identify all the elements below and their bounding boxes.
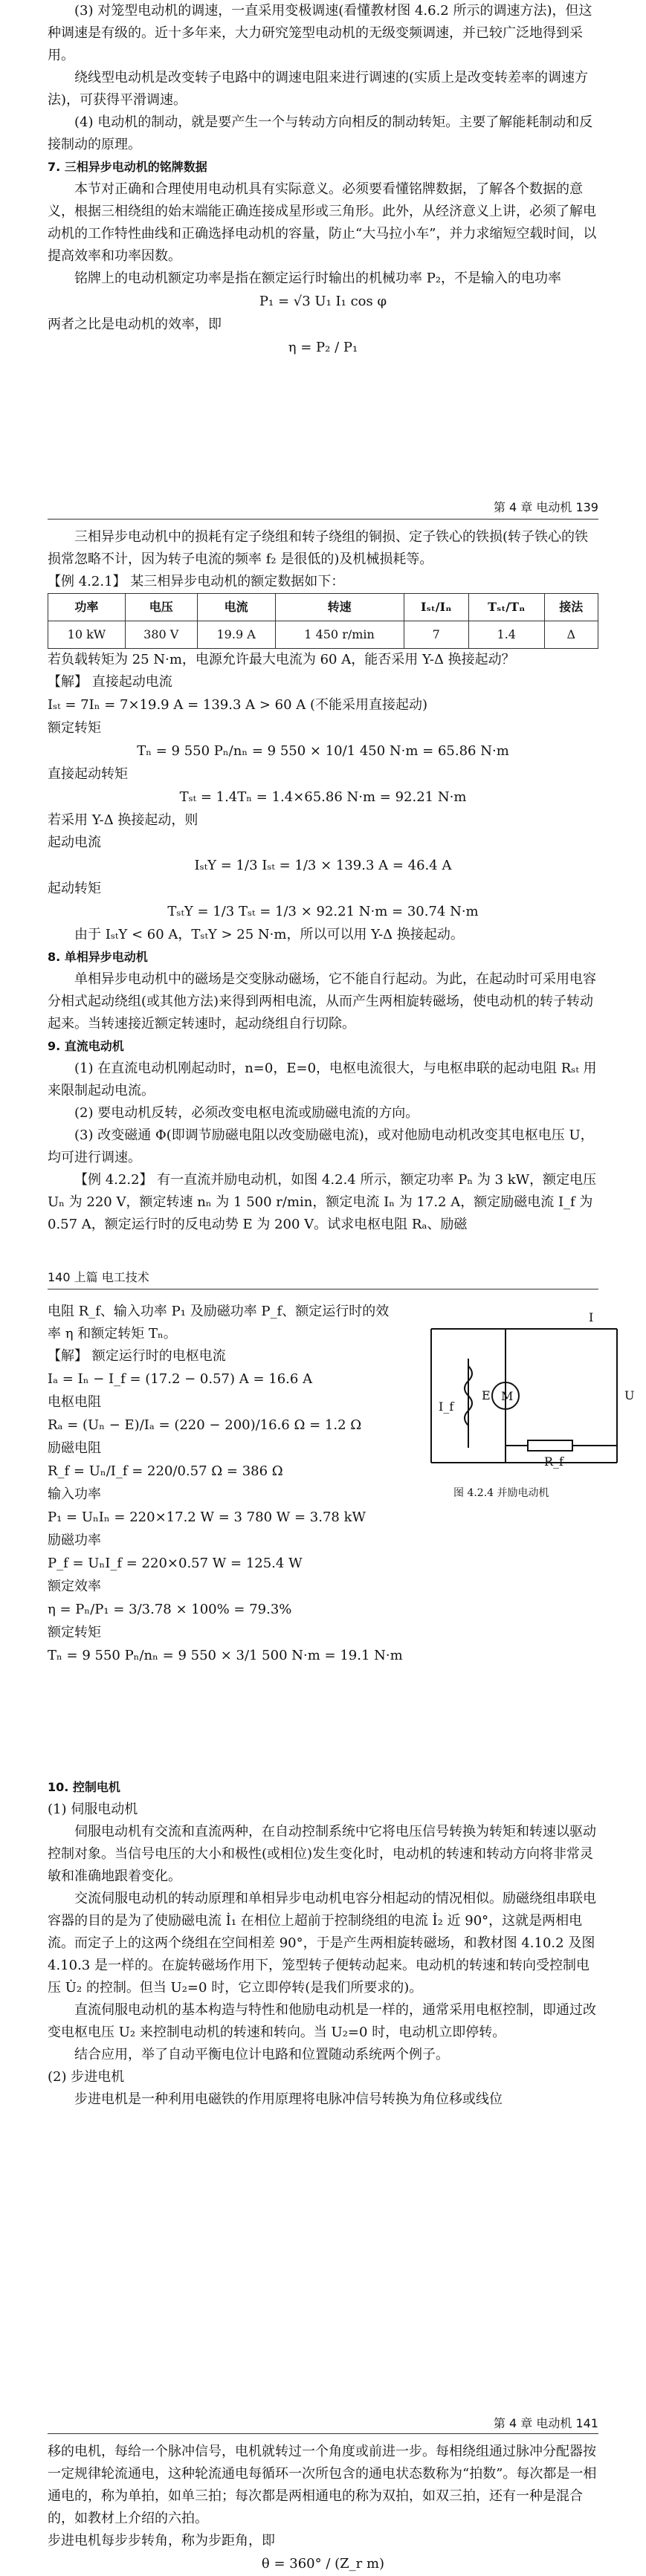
paragraph: (2) 要电动机反转，必须改变电枢电流或励磁电流的方向。 — [74, 1105, 419, 1121]
paragraph: 交流伺服电动机的转动原理和单相异步电动机电容分相起动的情况相似。励磁绕组串联电容器的目的是为了使励磁电流 İ₁ 在相位上超前于控制绕组的电流 İ₂ 近 90°，这就是两相电流。而定子上的这两个绕组在空间相差 90°，于是产生两相旋转磁场，和教材图 4.10.2 及图 4.10.3 是一样的。在旋转磁场作用下，笼型转子便转动起来。电动机的转速和转向受控制电压 U̇₂ 的控制。但当 U₂=0 时，它立即停转(是我们所要求的)。 — [48, 1891, 596, 1996]
table-header: 接法 — [544, 594, 598, 621]
page-140 — [0, 1263, 646, 2415]
table-cell: Δ — [544, 621, 598, 649]
label: 励磁功率 — [48, 1533, 101, 1548]
example-title: 【例 4.2.1】 某三相异步电动机的额定数据如下： — [48, 574, 345, 589]
page-139-text — [48, 0, 598, 360]
formula-step-angle: θ = 360° / (Z_r m) — [261, 2556, 385, 2572]
formula: R_f = Uₙ/I_f = 220/0.57 Ω = 386 Ω — [48, 1463, 283, 1479]
section-heading: 9. 直流电动机 — [48, 1039, 124, 1053]
table-header: 电流 — [197, 594, 275, 621]
paragraph: 步进电机是一种利用电磁铁的作用原理将电脉冲信号转换为角位移或线位 — [74, 2091, 503, 2107]
solution-label: 【解】 额定运行时的电枢电流 — [48, 1348, 226, 1364]
running-header: 140 上篇 电工技术 — [48, 1270, 149, 1284]
label: 励磁电阻 — [48, 1440, 101, 1456]
paragraph: 伺服电动机有交流和直流两种，在自动控制系统中它将电压信号转换为转矩和转速以驱动控制对象。当信号电压的大小和极性(或相位)发生变化时，电动机的转速和转动方向将非常灵敏和准确地跟着变化。 — [48, 1824, 596, 1884]
paragraph: 移的电机，每给一个脉冲信号，电机就转过一个角度或前进一步。每相绕组通过脉冲分配器按一定规律轮流通电，这种轮流通电每循环一次所包含的通电状态数称为“拍数”。每次都是一相通电的，称为单拍，如单三拍；每次都是两相通电的称为双拍，如双三拍，还有一种是混合的，如教材上介绍的六拍。 — [48, 2444, 597, 2526]
table-cell: 1.4 — [468, 621, 544, 649]
paragraph: 直流伺服电动机的基本构造与特性和他励电动机是一样的，通常采用电枢控制，即通过改变电枢电压 U₂ 来控制电动机的转速和转向。当 U₂=0 时，电动机立即停转。 — [48, 2002, 596, 2040]
label: 直接起动转矩 — [48, 766, 128, 782]
section-heading: 10. 控制电机 — [48, 1780, 120, 1794]
figure-caption: 图 4.2.4 并励电动机 — [453, 1487, 549, 1499]
formula: Tₛₜ = 1.4Tₙ = 1.4×65.86 N·m = 92.21 N·m — [179, 789, 467, 805]
paragraph: 单相异步电动机中的磁场是交变脉动磁场，它不能自行起动。为此，在起动时可采用电容分相式起动绕组(或其他方法)来得到两相电流，从而产生两相旋转磁场，使电动机的转子转动起来。当转速接近额定转速时，起动绕组自行切除。 — [48, 971, 596, 1032]
formula-input-power: P₁ = √3 U₁ I₁ cos φ — [259, 294, 387, 309]
subheading: (2) 步进电机 — [48, 2069, 125, 2085]
paragraph: 结合应用，举了自动平衡电位计电路和位置随动系统两个例子。 — [74, 2047, 449, 2062]
paragraph: 步进电机每步步转角，称为步距角，即 — [48, 2533, 275, 2549]
page-140-lower-text — [48, 1776, 598, 2111]
label: 起动电流 — [48, 835, 101, 850]
table-cell: 10 kW — [48, 621, 126, 649]
section-heading: 8. 单相异步电动机 — [48, 950, 148, 964]
section-heading: 7. 三相异步电动机的铭牌数据 — [48, 160, 207, 174]
label: 额定转矩 — [48, 720, 101, 736]
shunt-motor-diagram — [416, 1299, 639, 1507]
formula: Tₙ = 9 550 Pₙ/nₙ = 9 550 × 3/1 500 N·m = 19.1 N·m — [48, 1648, 403, 1663]
label: 输入功率 — [48, 1486, 101, 1502]
paragraph: 铭牌上的电动机额定功率是指在额定运行时输出的机械功率 P₂，不是输入的电功率 — [74, 271, 562, 286]
subheading: (1) 伺服电动机 — [48, 1802, 138, 1817]
label: 电枢电阻 — [48, 1394, 101, 1410]
table-header: 功率 — [48, 594, 126, 621]
page-141 — [0, 2415, 646, 2572]
table-header: Tₛₜ/Tₙ — [468, 594, 544, 621]
page-139 — [0, 0, 646, 520]
label: 额定效率 — [48, 1579, 101, 1594]
formula: Iₐ = Iₙ − I_f = (17.2 − 0.57) A = 16.6 A — [48, 1371, 313, 1387]
paragraph: (3) 对笼型电动机的调速，一直采用变极调速(看懂教材图 4.6.2 所示的调速方法)，但这种调速是有级的。近十多年来，大力研究笼型电动机的无级变频调速，并已较广泛地得到采用。 — [48, 3, 592, 63]
rating-table — [48, 593, 598, 649]
label: 起动转矩 — [48, 881, 101, 896]
table-cell: 1 450 r/min — [275, 621, 404, 649]
formula-efficiency: η = P₂ / P₁ — [288, 340, 358, 355]
emf-label: E — [482, 1388, 491, 1402]
running-header: 第 4 章 电动机 141 — [493, 2416, 598, 2430]
label: 若采用 Y-Δ 换接起动，则 — [48, 812, 198, 828]
motor-label: M — [501, 1389, 514, 1403]
page-140-text — [48, 1301, 401, 1668]
page-141-text — [48, 2441, 598, 2576]
field-current-label: I_f — [439, 1399, 454, 1414]
running-header: 第 4 章 电动机 139 — [493, 500, 598, 514]
page-139-continued-text — [48, 526, 598, 1236]
paragraph: (4) 电动机的制动，就是要产生一个与转动方向相反的制动转矩。主要了解能耗制动和反接制动的原理。 — [48, 114, 593, 152]
paragraph: 三相异步电动机中的损耗有定子绕组和转子绕组的铜损、定子铁心的铁损(转子铁心的铁损常忽略不计，因为转子电流的频率 f₂ 是很低的)及机械损耗等。 — [48, 529, 589, 567]
paragraph: 本节对正确和合理使用电动机具有实际意义。必须要看懂铭牌数据，了解各个数据的意义，根据三相绕组的始末端能正确连接成星形或三角形。此外，从经济意义上讲，必须了解电动机的工作特性曲线和正确选择电动机的容量，防止“大马拉小车”，并力求缩短空载时间，以提高效率和功率因数。 — [48, 181, 597, 264]
formula: P_f = UₙI_f = 220×0.57 W = 125.4 W — [48, 1556, 303, 1571]
formula: TₛₜY = 1/3 Tₛₜ = 1/3 × 92.21 N·m = 30.74 N·m — [167, 904, 479, 919]
paragraph: 由于 IₛₜY < 60 A，TₛₜY > 25 N·m，所以可以用 Y-Δ 换接起动。 — [74, 927, 464, 942]
current-label: I — [589, 1310, 594, 1324]
paragraph: (3) 改变磁通 Φ(即调节励磁电阻以改变励磁电流)，或对他励电动机改变其电枢电压 U，均可进行调速。 — [48, 1127, 594, 1165]
formula: Rₐ = (Uₙ − E)/Iₐ = (220 − 200)/16.6 Ω = 1.2 Ω — [48, 1417, 362, 1433]
paragraph: 电阻 R_f、输入功率 P₁ 及励磁功率 P_f、额定运行时的效率 η 和额定转矩 Tₙ。 — [48, 1304, 390, 1342]
formula: P₁ = UₙIₙ = 220×17.2 W = 3 780 W = 3.78 kW — [48, 1509, 366, 1525]
paragraph: 【例 4.2.2】 有一直流并励电动机，如图 4.2.4 所示，额定功率 Pₙ 为 3 kW，额定电压 Uₙ 为 220 V，额定转速 nₙ 为 1 500 r/min，额定电流 Iₙ 为 17.2 A，额定励磁电流 I_f 为 0.57 A，额定运行时的反电动势 E 为 200 V。试求电枢电阻 Rₐ、励磁 — [48, 1172, 597, 1232]
table-header: 转速 — [275, 594, 404, 621]
table-cell: 380 V — [125, 621, 197, 649]
question: 若负载转矩为 25 N·m，电源允许最大电流为 60 A，能否采用 Y-Δ 换接起动？ — [48, 652, 515, 667]
solution-label: 【解】 直接起动电流 — [48, 674, 172, 690]
formula: η = Pₙ/P₁ = 3/3.78 × 100% = 79.3% — [48, 1602, 292, 1617]
header-rule — [48, 2433, 598, 2434]
table-row — [48, 621, 598, 649]
table-header: 电压 — [125, 594, 197, 621]
header-rule — [48, 519, 598, 520]
formula: Tₙ = 9 550 Pₙ/nₙ = 9 550 × 10/1 450 N·m = 65.86 N·m — [137, 743, 509, 759]
label: 额定转矩 — [48, 1625, 101, 1640]
formula: Iₛₜ = 7Iₙ = 7×19.9 A = 139.3 A > 60 A (不能采用直接起动) — [48, 697, 428, 713]
rf-resistor — [528, 1440, 572, 1451]
table-header: Iₛₜ/Iₙ — [404, 594, 468, 621]
paragraph: (1) 在直流电动机刚起动时，n=0，E=0，电枢电流很大，与电枢串联的起动电阻 Rₛₜ 用来限制起动电流。 — [48, 1061, 597, 1098]
formula: IₛₜY = 1/3 Iₛₜ = 1/3 × 139.3 A = 46.4 A — [194, 858, 452, 873]
page-139-continued — [0, 520, 646, 1263]
paragraph: 两者之比是电动机的效率，即 — [48, 317, 222, 332]
paragraph: 绕线型电动机是改变转子电路中的调速电阻来进行调速的(实质上是改变转差率的调速方法)，可获得平滑调速。 — [48, 70, 589, 108]
resistor-label: R_f — [544, 1454, 563, 1469]
table-cell: 19.9 A — [197, 621, 275, 649]
voltage-label: U — [624, 1388, 635, 1402]
table-cell: 7 — [404, 621, 468, 649]
